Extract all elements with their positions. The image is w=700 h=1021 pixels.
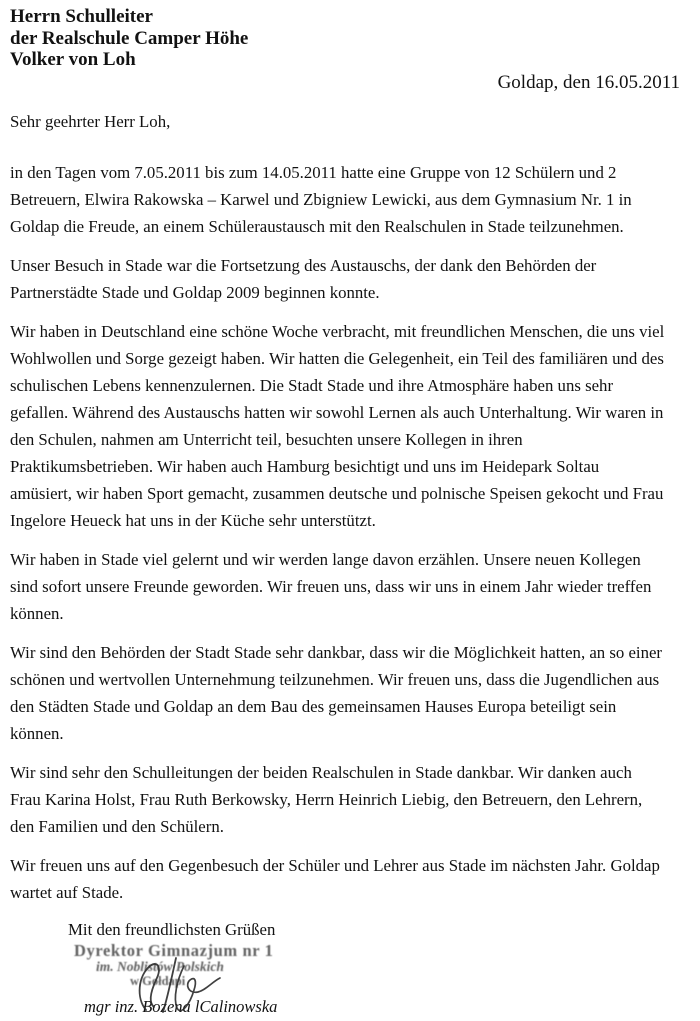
- salutation: Sehr geehrter Herr Loh,: [10, 111, 171, 131]
- closing-line: Mit den freundlichsten Grüßen: [68, 919, 276, 939]
- signature-block: [68, 918, 368, 1017]
- school-stamp: [68, 942, 368, 988]
- paragraph: Wir sind sehr den Schulleitungen der beiden Realschulen in Stade dankbar. Wir danken auch Frau Karina Holst, Frau Ruth Berkowsky, Herrn Heinrich Liebig, den Betreuern, den Lehrern, den Familien und den Schülern.: [10, 762, 643, 836]
- date-line: Goldap, den 16.05.2011: [497, 71, 680, 93]
- recipient-line: der Realschule Camper Höhe: [10, 27, 249, 49]
- recipient-block: [10, 6, 680, 71]
- paragraph: in den Tagen vom 7.05.2011 bis zum 14.05.2011 hatte eine Gruppe von 12 Schülern und 2 Betreuern, Elwira Rakowska – Karwel und Zbigniew Lewicki, aus dem Gymnasium Nr. 1 in Goldap die Freude, an einem Schüleraustausch mit den Realschulen in Stade teilzunehmen.: [10, 162, 632, 236]
- recipient-line: Herrn Schulleiter: [10, 6, 153, 27]
- paragraph: Wir sind den Behörden der Stadt Stade sehr dankbar, dass wir die Möglichkeit hatten, an so einer schönen und wertvollen Unternehmung teilzunehmen. Wir freuen uns, dass die Jugendlichen aus den Städten Stade und Goldap an dem Bau des gemeinsamen Hauses Europa beteiligt sein können.: [10, 642, 663, 743]
- paragraph: Unser Besuch in Stade war die Fortsetzung des Austauschs, der dank den Behörden der Partnerstädte Stade und Goldap 2009 beginnen konnte.: [10, 255, 597, 302]
- stamp-line-1: Dyrektor Gimnazjum nr 1: [74, 940, 274, 960]
- paragraph: Wir haben in Stade viel gelernt und wir werden lange davon erzählen. Unsere neuen Kollegen sind sofort unsere Freunde geworden. Wir freuen uns, dass wir uns in einem Jahr wieder treffen können.: [10, 549, 652, 623]
- paragraph: Wir haben in Deutschland eine schöne Woche verbracht, mit freundlichen Menschen, die uns viel Wohlwollen und Sorge gezeigt haben. Wir hatten die Gelegenheit, ein Teil des familiären und des schulischen Lebens kennenzulernen. Die Stadt Stade und ihre Atmosphäre haben uns sehr gefallen. Während des Austauschs hatten wir sowohl Lernen als auch Unterhaltung. Wir waren in den Schulen, nahmen am Unterricht teil, besuchten unsere Kollegen in ihren Praktikumsbetrieben. Wir haben auch Hamburg besichtigt und uns im Heidepark Soltau amüsiert, wir haben Sport gemacht, zusammen deutsche und polnische Speisen gekocht und Frau Ingelore Heueck hat uns in der Küche sehr unterstützt.: [10, 321, 665, 530]
- signer-name: mgr inz. Bozena lCalinowska: [84, 996, 278, 1016]
- paragraph: Wir freuen uns auf den Gegenbesuch der Schüler und Lehrer aus Stade im nächsten Jahr. Goldap wartet auf Stade.: [10, 855, 660, 902]
- stamp-line-2: im. Noblistów Polskich: [96, 958, 224, 974]
- recipient-line: Volker von Loh: [10, 49, 136, 70]
- stamp-line-3: w Gołdapi: [130, 973, 186, 988]
